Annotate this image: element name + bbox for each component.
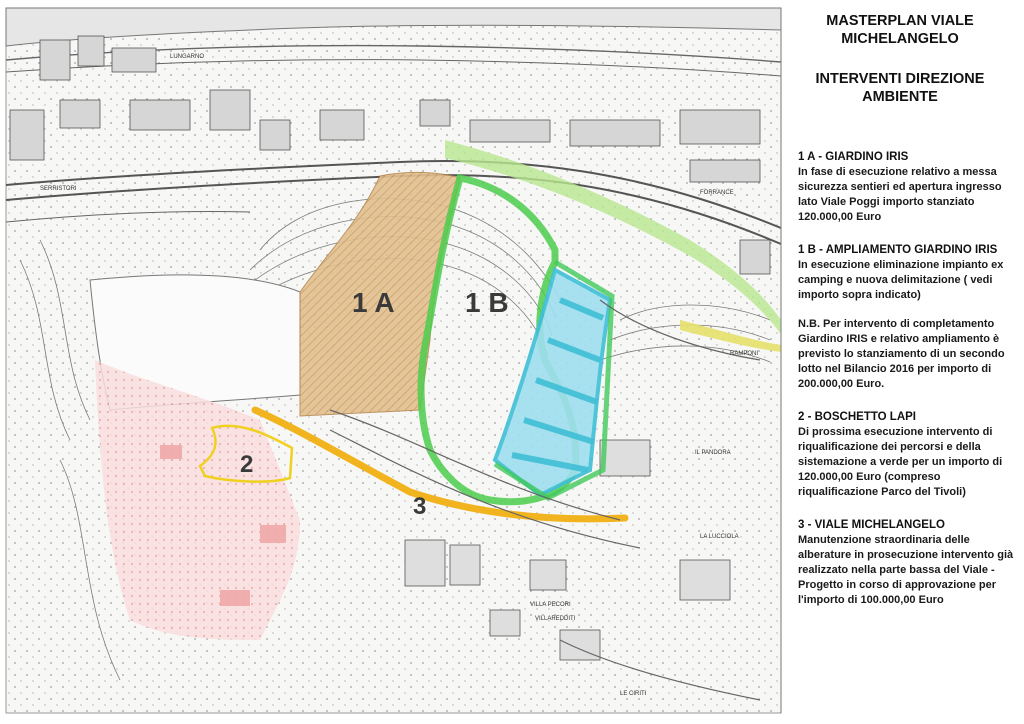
- map-label-le-ciriti: LE CIRITI: [620, 691, 647, 697]
- zone-1b-label: 1 B: [465, 287, 509, 318]
- map-label-ramponi: RAMPONI: [730, 351, 759, 357]
- legend-panel: [784, 12, 1016, 712]
- legend-item-3-title: 3 - VIALE MICHELANGELO: [798, 519, 945, 531]
- legend-item-3-text: Manutenzione straordinaria delle alberature in prosecuzione intervento già realizzato nella parte bassa del Viale - Progetto in corso di approvazione per l'importo di 100.000,00 Euro: [798, 534, 1014, 606]
- map-label-serristori: SERRISTORI: [40, 186, 77, 192]
- map-label-il-pandora: IL PANDORA: [695, 450, 731, 456]
- map-label-lungarno: LUNGARNO: [170, 54, 205, 60]
- page-subtitle: INTERVENTI DIREZIONE AMBIENTE: [815, 71, 985, 105]
- legend-item-1a: [784, 150, 1016, 225]
- legend-item-2-text: Di prossima esecuzione intervento di riqualificazione dei percorsi e della sistemazione a verde per un importo di 120.000,00 Euro (compreso riqualificazione Parco del Tivoli): [798, 426, 1003, 498]
- legend-item-1b-text: In esecuzione eliminazione impianto ex camping e nuova delimitazione ( vedi importo sopra indicato): [798, 259, 1004, 301]
- legend-item-2: [784, 410, 1016, 500]
- map-label-forrance: FORRANCE: [700, 190, 734, 196]
- map-label-la-lucciola: LA LUCCIOLA: [700, 534, 739, 540]
- legend-note: [784, 317, 1016, 392]
- legend-item-1b: [784, 243, 1016, 303]
- page-title: MASTERPLAN VIALE MICHELANGELO: [826, 13, 974, 47]
- legend-item-1b-title: 1 B - AMPLIAMENTO GIARDINO IRIS: [798, 244, 998, 256]
- legend-item-1a-text: In fase di esecuzione relativo a messa sicurezza sentieri ed apertura ingresso lato Viale Poggi importo stanziato 120.000,00 Euro: [798, 166, 1002, 223]
- legend-item-3: [784, 518, 1016, 608]
- map-label-villareddit: VILLAREDDITI: [535, 616, 576, 622]
- zone-1a-label: 1 A: [352, 287, 395, 318]
- legend-item-2-title: 2 - BOSCHETTO LAPI: [798, 411, 916, 423]
- legend-item-1a-title: 1 A - GIARDINO IRIS: [798, 151, 909, 163]
- zone-3-label: 3: [413, 493, 427, 520]
- legend-note-text: N.B. Per intervento di completamento Giardino IRIS e relativo ampliamento è previsto lo stanziamento di un secondo lotto nel Bilancio 2016 per importo di 200.000,00 Euro.: [798, 318, 1005, 390]
- zone-2-label: 2: [240, 451, 254, 478]
- map-label-villa-pecori: VILLA PECORI: [530, 602, 571, 608]
